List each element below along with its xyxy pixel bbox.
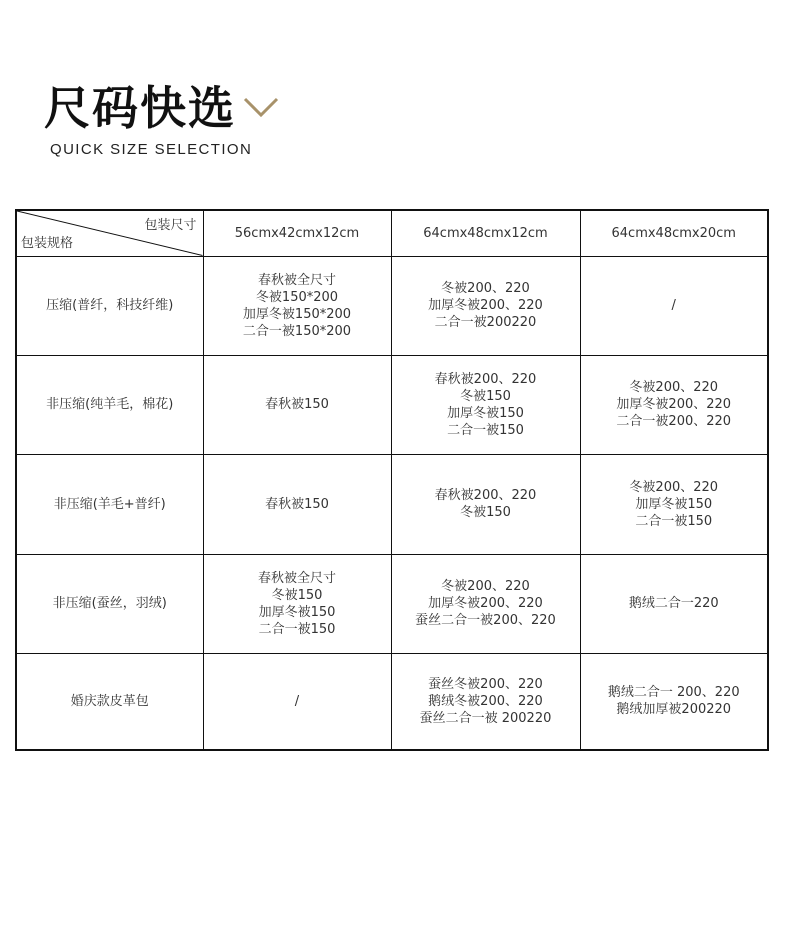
cell-line: 蚕丝冬被200、220	[428, 676, 543, 692]
cell-line: 冬被200、220	[441, 281, 530, 296]
table-cell	[391, 454, 580, 554]
cell-line: 春秋被全尺寸	[257, 570, 336, 586]
cell-line: 冬被200、220	[629, 380, 719, 395]
cell-line: 冬被150	[460, 388, 511, 404]
row-label: 非压缩(羊毛+普纤)	[16, 454, 203, 554]
page-title: 尺码快选	[44, 81, 236, 135]
table-row	[16, 653, 768, 750]
cell-line: 鹅绒二合一220	[628, 596, 719, 611]
row-label: 压缩(普纤，科技纤维)	[16, 256, 203, 355]
cell-line: 二合一被150*200	[242, 323, 352, 339]
table-cell	[391, 653, 580, 750]
cell-line: 二合一被200、220	[616, 414, 732, 429]
cell-line: 春秋被200、220	[434, 488, 537, 503]
cell-line: 加厚冬被150	[635, 496, 713, 512]
cell-line: 冬被150	[460, 505, 511, 520]
cell-line: 冬被150	[271, 587, 323, 603]
cell-line: 春秋被150	[265, 496, 329, 512]
table-cell	[203, 554, 391, 653]
table-cell	[580, 554, 768, 653]
cell-line: 二合一被150	[447, 422, 524, 438]
cell-line: 二合一被150	[258, 621, 336, 637]
cell-line: /	[294, 693, 300, 709]
page-subtitle: QUICK SIZE SELECTION	[50, 141, 253, 158]
cell-line: 鹅绒冬被200、220	[428, 693, 543, 709]
table-row	[16, 256, 768, 355]
chevron-down-icon	[243, 95, 279, 119]
table-cell	[203, 653, 391, 750]
table-row	[16, 454, 768, 554]
cell-line: 二合一被200220	[434, 315, 537, 330]
cell-line: 春秋被200、220	[434, 371, 537, 387]
cell-line: 加厚冬被200、220	[616, 397, 732, 412]
cell-line: 加厚冬被200、220	[428, 298, 543, 313]
column-header: 64cmx48cmx20cm	[580, 210, 768, 256]
row-label: 婚庆款皮革包	[16, 653, 203, 750]
table-cell	[580, 653, 768, 750]
cell-line: 加厚冬被150	[258, 604, 336, 620]
column-header: 64cmx48cmx12cm	[391, 210, 580, 256]
table-header-row	[16, 210, 768, 256]
row-label: 非压缩(蚕丝，羽绒)	[16, 554, 203, 653]
cell-line: 春秋被全尺寸	[257, 272, 336, 288]
table-cell	[391, 355, 580, 454]
corner-cell	[16, 210, 203, 256]
table-cell	[203, 454, 391, 554]
cell-line: 加厚冬被150	[447, 405, 524, 421]
cell-line: 春秋被150	[265, 397, 329, 412]
table-cell	[580, 256, 768, 355]
size-table	[15, 209, 769, 751]
table-row	[16, 554, 768, 653]
cell-line: 加厚冬被200、220	[428, 596, 543, 611]
column-header: 56cmx42cmx12cm	[203, 210, 391, 256]
table-cell	[203, 256, 391, 355]
table-cell	[203, 355, 391, 454]
cell-line: 鹅绒二合一 200、220	[607, 685, 740, 701]
table-cell	[391, 554, 580, 653]
table-cell	[391, 256, 580, 355]
corner-label-size: 包装尺寸	[144, 218, 197, 233]
cell-line: /	[671, 298, 676, 313]
cell-line: 二合一被150	[635, 513, 713, 529]
cell-line: 冬被150*200	[255, 289, 339, 305]
table-cell	[580, 454, 768, 554]
cell-line: 蚕丝二合一被 200220	[419, 710, 552, 726]
cell-line: 蚕丝二合一被200、220	[415, 613, 556, 628]
table-cell	[580, 355, 768, 454]
cell-line: 加厚冬被150*200	[242, 306, 352, 322]
cell-line: 冬被200、220	[629, 479, 719, 495]
corner-label-spec: 包装规格	[21, 235, 74, 251]
row-label: 非压缩(纯羊毛，棉花)	[16, 355, 203, 454]
table-row	[16, 355, 768, 454]
cell-line: 鹅绒加厚被200220	[616, 702, 732, 718]
cell-line: 冬被200、220	[441, 579, 530, 594]
